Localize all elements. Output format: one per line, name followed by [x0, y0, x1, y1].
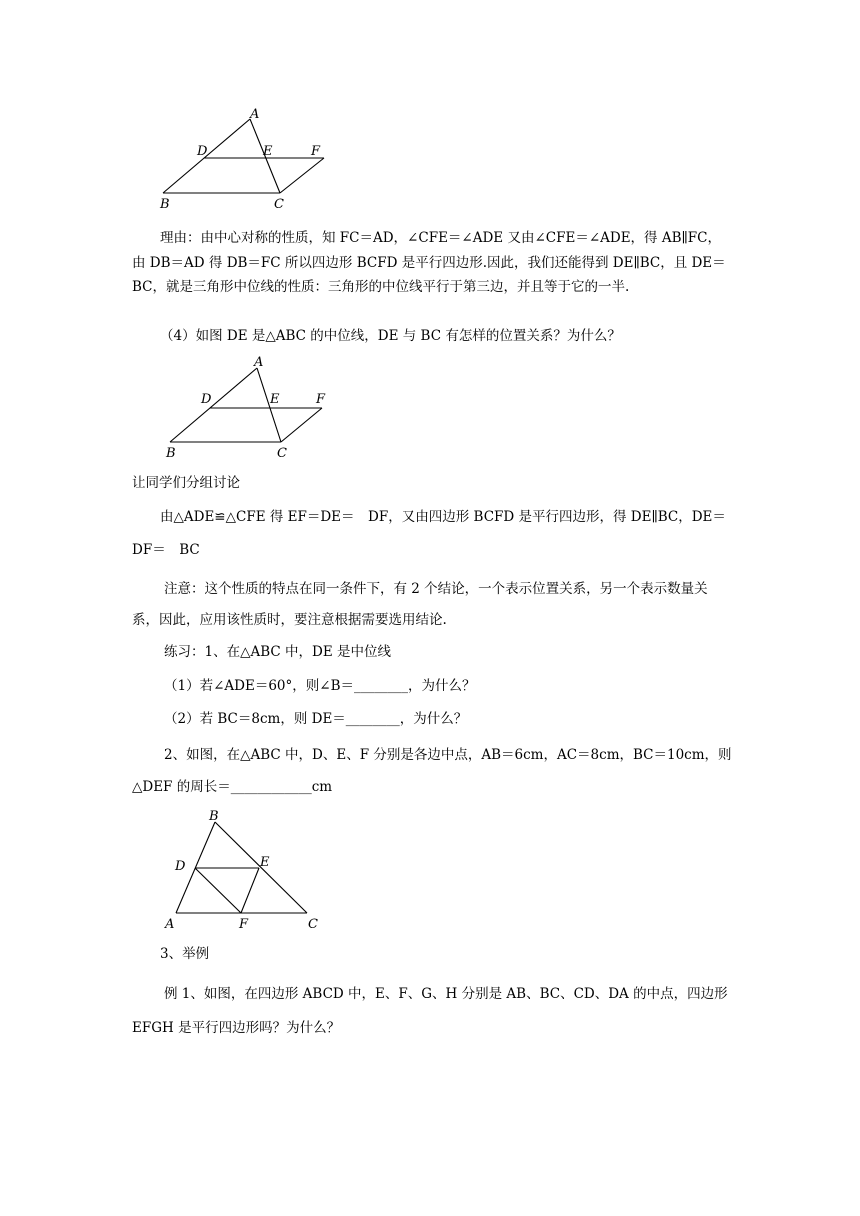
- fig1-label-a: A: [250, 107, 260, 122]
- fig1-label-c: C: [274, 197, 284, 212]
- exercise-q2-line-1: 2、如图，在△ABC 中，D、E、F 分别是各边中点，AB＝6cm，AC＝8cm，BC＝10cm，则: [164, 747, 732, 763]
- fig2-label-a: A: [254, 355, 264, 370]
- proof-line-1: 由△ADE≌△CFE 得 EF＝DE＝ DF，又由四边形 BCFD 是平行四边形，得 DE∥BC，DE＝: [160, 509, 726, 525]
- example-1-paragraph: 例 1、如图，在四边形 ABCD 中，E、F、G、H 分别是 AB、BC、CD、DA 的中点，四边形 EFGH 是平行四边形吗？为什么？: [132, 986, 728, 1036]
- group-discuss: 让同学们分组讨论: [132, 475, 240, 491]
- note-paragraph: 注意：这个性质的特点在同一条件下，有 2 个结论，一个表示位置关系，另一个表示数量关系，因此，应用该性质时，要注意根据需要选用结论.: [132, 581, 708, 628]
- question-4: （4）如图 DE 是△ABC 的中位线，DE 与 BC 有怎样的位置关系？为什么？: [160, 328, 621, 344]
- figure-3-lines: [176, 822, 307, 913]
- fig2-label-d: D: [201, 392, 212, 407]
- exercise-item-1: （1）若∠ADE＝60°，则∠B＝________，为什么？: [164, 678, 476, 694]
- figure-2-lines: [170, 368, 322, 442]
- fig2-label-e: E: [270, 392, 280, 407]
- exercise-q2-line-2: △DEF 的周长＝____________cm: [132, 779, 333, 795]
- fig1-label-f: F: [311, 144, 321, 159]
- fig1-label-b: B: [160, 197, 170, 212]
- proof-line-2: DF＝ BC: [132, 542, 200, 558]
- reason-paragraph: 理由：由中心对称的性质，知 FC＝AD，∠CFE＝∠ADE 又由∠CFE＝∠ADE，得 AB∥FC，由 DB＝AD 得 DB＝FC 所以四边形 BCFD 是平行四边形.因此，我们还能得到 DE∥BC，且 DE＝BC，就是三角形中位线的性质：三角形的中位线平行于第三边，并且等于它的一半.: [132, 230, 726, 295]
- fig1-label-e: E: [263, 144, 273, 159]
- figure-1-lines: [163, 119, 324, 193]
- fig3-label-d: D: [175, 859, 186, 874]
- exercise-item-2: （2）若 BC＝8cm，则 DE＝________，为什么？: [164, 711, 468, 727]
- fig2-label-c: C: [277, 446, 287, 461]
- exercise-title: 练习：1、在△ABC 中，DE 是中位线: [164, 644, 391, 660]
- fig2-label-f: F: [316, 392, 326, 407]
- fig3-label-b: B: [209, 809, 219, 824]
- fig3-label-c: C: [308, 917, 318, 932]
- section-3-heading: 3、举例: [160, 946, 210, 962]
- fig1-label-d: D: [197, 144, 208, 159]
- fig3-label-e: E: [260, 855, 270, 870]
- fig3-label-f: F: [239, 917, 249, 932]
- fig2-label-b: B: [166, 446, 176, 461]
- fig3-label-a: A: [165, 917, 175, 932]
